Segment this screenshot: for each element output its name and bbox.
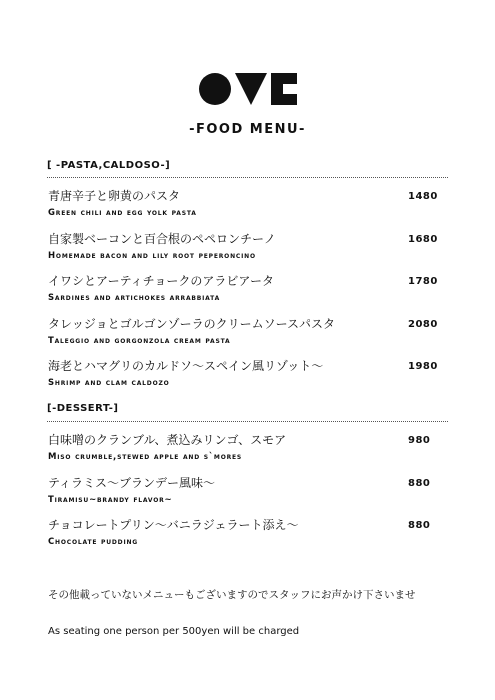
section-divider [47,177,448,178]
menu-item-en: Sardines and artichokes arrabbiata [48,293,221,303]
menu-item-price: 1780 [408,276,438,287]
menu-item-price: 880 [408,478,431,489]
menu-item-price: 980 [408,435,431,446]
menu-item-en: Taleggio and gorgonzola cream pasta [48,336,231,346]
logo-o-circle [199,73,231,105]
logo-e-shape [271,73,297,105]
menu-item-price: 880 [408,520,431,531]
logo-v-triangle [235,73,267,105]
ove-logo [199,72,299,106]
menu-item-price: 2080 [408,319,438,330]
menu-item-price: 1980 [408,361,438,372]
menu-item-en: Green chili and egg yolk pasta [48,208,197,218]
menu-item-jp: 青唐辛子と卵黄のパスタ [48,189,181,203]
menu-item-en: Miso crumble,stewed apple and s`mores [48,452,243,462]
menu-item-jp: チョコレートプリン〜バニラジェラート添え〜 [48,518,299,532]
menu-item-jp: 白味噌のクランブル、煮込みリンゴ、スモア [48,433,287,447]
menu-item-en: Tiramisu~brandy flavor~ [48,495,173,505]
section-heading-pasta: [ -PASTA,CALDOSO-] [47,160,171,171]
menu-item-en: Homemade bacon and lily root peperoncino [48,251,256,261]
menu-item-en: Shrimp and clam caldozo [48,378,170,388]
menu-title: -FOOD MENU- [189,122,306,137]
menu-item-jp: タレッジョとゴルゴンゾーラのクリームソースパスタ [48,317,336,331]
section-heading-dessert: [-DESSERT-] [47,403,119,414]
menu-item-jp: ティラミス〜ブランデー風味〜 [48,476,216,490]
menu-item-jp: イワシとアーティチョークのアラビアータ [48,274,274,288]
menu-item-price: 1680 [408,234,438,245]
menu-item-jp: 自家製ベーコンと百合根のペペロンチーノ [48,232,276,246]
menu-item-price: 1480 [408,191,438,202]
staff-note-jp: その他載っていないメニューもございますのでスタッフにお声かけ下さいませ [48,589,416,601]
seating-charge-note: As seating one person per 500yen will be charged [48,626,300,637]
menu-item-jp: 海老とハマグリのカルドソ〜スペイン風リゾット〜 [48,359,324,373]
menu-item-en: Chocolate pudding [48,537,139,547]
section-divider [47,421,448,422]
